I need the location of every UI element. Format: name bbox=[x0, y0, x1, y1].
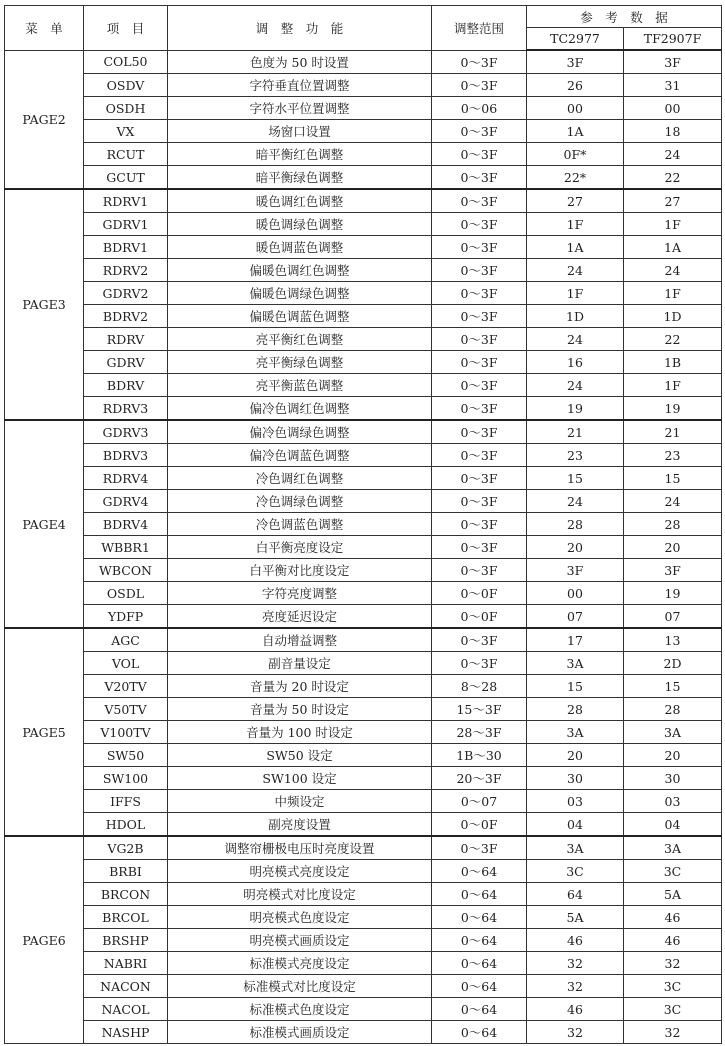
tc2977-value-cell: 1A bbox=[527, 236, 624, 259]
tf2907f-value-cell: 3C bbox=[624, 860, 722, 883]
range-cell: 0～64 bbox=[432, 860, 527, 883]
item-cell: NASHP bbox=[84, 1021, 168, 1044]
tc2977-value-cell: 07 bbox=[527, 605, 624, 629]
tf2907f-value-cell: 23 bbox=[624, 444, 722, 467]
item-cell: BDRV4 bbox=[84, 513, 168, 536]
function-cell: 标准模式色度设定 bbox=[168, 998, 432, 1021]
tf2907f-value-cell: 21 bbox=[624, 420, 722, 444]
item-cell: GDRV4 bbox=[84, 490, 168, 513]
tf2907f-value-cell: 19 bbox=[624, 582, 722, 605]
tc2977-value-cell: 03 bbox=[527, 790, 624, 813]
function-cell: 明亮模式亮度设定 bbox=[168, 860, 432, 883]
page-group-label: PAGE4 bbox=[5, 420, 84, 628]
range-cell: 0～3F bbox=[432, 282, 527, 305]
table-row bbox=[5, 698, 722, 721]
tc2977-value-cell: 30 bbox=[527, 767, 624, 790]
table-row bbox=[5, 120, 722, 143]
item-cell: GDRV3 bbox=[84, 420, 168, 444]
tf2907f-value-cell: 13 bbox=[624, 628, 722, 652]
tc2977-value-cell: 20 bbox=[527, 536, 624, 559]
tf2907f-value-cell: 27 bbox=[624, 189, 722, 213]
table-row bbox=[5, 166, 722, 190]
tf2907f-value-cell: 3A bbox=[624, 836, 722, 860]
header-tc2977: TC2977 bbox=[527, 28, 624, 51]
item-cell: BDRV2 bbox=[84, 305, 168, 328]
table-row bbox=[5, 467, 722, 490]
tc2977-value-cell: 22* bbox=[527, 166, 624, 190]
table-row bbox=[5, 259, 722, 282]
range-cell: 15～3F bbox=[432, 698, 527, 721]
function-cell: 明亮模式画质设定 bbox=[168, 929, 432, 952]
table-row bbox=[5, 721, 722, 744]
tc2977-value-cell: 46 bbox=[527, 929, 624, 952]
tf2907f-value-cell: 00 bbox=[624, 97, 722, 120]
tc2977-value-cell: 32 bbox=[527, 975, 624, 998]
table-row bbox=[5, 236, 722, 259]
tc2977-value-cell: 24 bbox=[527, 259, 624, 282]
item-cell: VOL bbox=[84, 652, 168, 675]
table-row bbox=[5, 813, 722, 837]
range-cell: 0～3F bbox=[432, 652, 527, 675]
item-cell: YDFP bbox=[84, 605, 168, 629]
range-cell: 0～3F bbox=[432, 143, 527, 166]
page-group-label: PAGE2 bbox=[5, 50, 84, 189]
tf2907f-value-cell: 19 bbox=[624, 397, 722, 421]
tc2977-value-cell: 32 bbox=[527, 1021, 624, 1044]
function-cell: 亮度延迟设定 bbox=[168, 605, 432, 629]
tf2907f-value-cell: 2D bbox=[624, 652, 722, 675]
table-row bbox=[5, 998, 722, 1021]
function-cell: 自动增益调整 bbox=[168, 628, 432, 652]
function-cell: 偏暖色调绿色调整 bbox=[168, 282, 432, 305]
table-row bbox=[5, 652, 722, 675]
tc2977-value-cell: 15 bbox=[527, 467, 624, 490]
range-cell: 1B～30 bbox=[432, 744, 527, 767]
tc2977-value-cell: 20 bbox=[527, 744, 624, 767]
item-cell: COL50 bbox=[84, 50, 168, 74]
tf2907f-value-cell: 22 bbox=[624, 328, 722, 351]
tc2977-value-cell: 32 bbox=[527, 952, 624, 975]
function-cell: 暗平衡红色调整 bbox=[168, 143, 432, 166]
table-row bbox=[5, 490, 722, 513]
range-cell: 0～3F bbox=[432, 236, 527, 259]
tf2907f-value-cell: 20 bbox=[624, 744, 722, 767]
tf2907f-value-cell: 22 bbox=[624, 166, 722, 190]
tc2977-value-cell: 16 bbox=[527, 351, 624, 374]
range-cell: 0～3F bbox=[432, 189, 527, 213]
item-cell: IFFS bbox=[84, 790, 168, 813]
function-cell: 白平衡对比度设定 bbox=[168, 559, 432, 582]
item-cell: RCUT bbox=[84, 143, 168, 166]
item-cell: VX bbox=[84, 120, 168, 143]
table-row bbox=[5, 50, 722, 74]
tf2907f-value-cell: 28 bbox=[624, 698, 722, 721]
function-cell: 暗平衡绿色调整 bbox=[168, 166, 432, 190]
function-cell: 白平衡亮度设定 bbox=[168, 536, 432, 559]
page-group-label: PAGE6 bbox=[5, 836, 84, 1044]
range-cell: 0～3F bbox=[432, 444, 527, 467]
function-cell: 副音量设定 bbox=[168, 652, 432, 675]
range-cell: 0～3F bbox=[432, 259, 527, 282]
tf2907f-value-cell: 24 bbox=[624, 490, 722, 513]
item-cell: BDRV3 bbox=[84, 444, 168, 467]
tf2907f-value-cell: 5A bbox=[624, 883, 722, 906]
item-cell: AGC bbox=[84, 628, 168, 652]
table-row bbox=[5, 213, 722, 236]
menu-adjustment-table bbox=[4, 5, 722, 1044]
table-header bbox=[5, 6, 722, 51]
tc2977-value-cell: 3A bbox=[527, 836, 624, 860]
tf2907f-value-cell: 1F bbox=[624, 213, 722, 236]
table-row bbox=[5, 836, 722, 860]
item-cell: BRCON bbox=[84, 883, 168, 906]
table-row bbox=[5, 906, 722, 929]
range-cell: 0～3F bbox=[432, 120, 527, 143]
tf2907f-value-cell: 1B bbox=[624, 351, 722, 374]
item-cell: SW50 bbox=[84, 744, 168, 767]
function-cell: 标准模式亮度设定 bbox=[168, 952, 432, 975]
tf2907f-value-cell: 28 bbox=[624, 513, 722, 536]
table-row bbox=[5, 744, 722, 767]
range-cell: 0～3F bbox=[432, 305, 527, 328]
function-cell: 副亮度设置 bbox=[168, 813, 432, 837]
range-cell: 0～64 bbox=[432, 906, 527, 929]
range-cell: 0～64 bbox=[432, 883, 527, 906]
tc2977-value-cell: 3F bbox=[527, 559, 624, 582]
function-cell: 偏暖色调蓝色调整 bbox=[168, 305, 432, 328]
table-row bbox=[5, 420, 722, 444]
function-cell: 偏冷色调蓝色调整 bbox=[168, 444, 432, 467]
tc2977-value-cell: 28 bbox=[527, 698, 624, 721]
range-cell: 0～3F bbox=[432, 490, 527, 513]
tf2907f-value-cell: 3C bbox=[624, 998, 722, 1021]
header-item: 项 目 bbox=[84, 6, 168, 51]
tf2907f-value-cell: 3F bbox=[624, 50, 722, 74]
table-row bbox=[5, 351, 722, 374]
function-cell: 暖色调红色调整 bbox=[168, 189, 432, 213]
tf2907f-value-cell: 3F bbox=[624, 559, 722, 582]
table-row bbox=[5, 883, 722, 906]
item-cell: BDRV1 bbox=[84, 236, 168, 259]
item-cell: RDRV1 bbox=[84, 189, 168, 213]
tf2907f-value-cell: 07 bbox=[624, 605, 722, 629]
tc2977-value-cell: 17 bbox=[527, 628, 624, 652]
tc2977-value-cell: 24 bbox=[527, 490, 624, 513]
header-function: 调 整 功 能 bbox=[168, 6, 432, 51]
table-row bbox=[5, 444, 722, 467]
tc2977-value-cell: 5A bbox=[527, 906, 624, 929]
table-row bbox=[5, 282, 722, 305]
function-cell: 冷色调绿色调整 bbox=[168, 490, 432, 513]
function-cell: 音量为 50 时设定 bbox=[168, 698, 432, 721]
page-group-label: PAGE3 bbox=[5, 189, 84, 420]
item-cell: RDRV2 bbox=[84, 259, 168, 282]
function-cell: 暖色调绿色调整 bbox=[168, 213, 432, 236]
item-cell: GDRV2 bbox=[84, 282, 168, 305]
header-tf2907f: TF2907F bbox=[624, 28, 722, 51]
table-row bbox=[5, 605, 722, 629]
item-cell: GCUT bbox=[84, 166, 168, 190]
tf2907f-value-cell: 18 bbox=[624, 120, 722, 143]
table-row bbox=[5, 767, 722, 790]
range-cell: 0～3F bbox=[432, 328, 527, 351]
tc2977-value-cell: 26 bbox=[527, 74, 624, 97]
table-row bbox=[5, 374, 722, 397]
range-cell: 0～3F bbox=[432, 420, 527, 444]
function-cell: 字符水平位置调整 bbox=[168, 97, 432, 120]
table-row bbox=[5, 952, 722, 975]
tf2907f-value-cell: 46 bbox=[624, 929, 722, 952]
page-group-label: PAGE5 bbox=[5, 628, 84, 836]
function-cell: 字符垂直位置调整 bbox=[168, 74, 432, 97]
tc2977-value-cell: 1F bbox=[527, 282, 624, 305]
range-cell: 0～3F bbox=[432, 513, 527, 536]
item-cell: OSDV bbox=[84, 74, 168, 97]
tc2977-value-cell: 1F bbox=[527, 213, 624, 236]
item-cell: NABRI bbox=[84, 952, 168, 975]
table-body bbox=[5, 50, 722, 1044]
item-cell: OSDL bbox=[84, 582, 168, 605]
function-cell: SW100 设定 bbox=[168, 767, 432, 790]
tc2977-value-cell: 27 bbox=[527, 189, 624, 213]
function-cell: 音量为 20 时设定 bbox=[168, 675, 432, 698]
item-cell: RDRV4 bbox=[84, 467, 168, 490]
item-cell: BDRV bbox=[84, 374, 168, 397]
tf2907f-value-cell: 31 bbox=[624, 74, 722, 97]
tf2907f-value-cell: 1F bbox=[624, 374, 722, 397]
table-row bbox=[5, 305, 722, 328]
tc2977-value-cell: 24 bbox=[527, 374, 624, 397]
item-cell: BRCOL bbox=[84, 906, 168, 929]
tf2907f-value-cell: 24 bbox=[624, 259, 722, 282]
tc2977-value-cell: 24 bbox=[527, 328, 624, 351]
item-cell: V50TV bbox=[84, 698, 168, 721]
table-row bbox=[5, 975, 722, 998]
range-cell: 0～3F bbox=[432, 467, 527, 490]
item-cell: WBCON bbox=[84, 559, 168, 582]
range-cell: 28～3F bbox=[432, 721, 527, 744]
header-reference-data: 参 考 数 据 bbox=[527, 6, 722, 28]
tc2977-value-cell: 00 bbox=[527, 582, 624, 605]
range-cell: 0～3F bbox=[432, 50, 527, 74]
function-cell: 冷色调蓝色调整 bbox=[168, 513, 432, 536]
item-cell: V100TV bbox=[84, 721, 168, 744]
range-cell: 0～0F bbox=[432, 582, 527, 605]
tf2907f-value-cell: 20 bbox=[624, 536, 722, 559]
table-row bbox=[5, 675, 722, 698]
tc2977-value-cell: 0F* bbox=[527, 143, 624, 166]
item-cell: NACOL bbox=[84, 998, 168, 1021]
table-row bbox=[5, 628, 722, 652]
table-row bbox=[5, 189, 722, 213]
function-cell: 暖色调蓝色调整 bbox=[168, 236, 432, 259]
function-cell: 亮平衡红色调整 bbox=[168, 328, 432, 351]
range-cell: 0～3F bbox=[432, 628, 527, 652]
table-row bbox=[5, 790, 722, 813]
function-cell: 明亮模式色度设定 bbox=[168, 906, 432, 929]
function-cell: 明亮模式对比度设定 bbox=[168, 883, 432, 906]
table-row bbox=[5, 397, 722, 421]
tc2977-value-cell: 46 bbox=[527, 998, 624, 1021]
tf2907f-value-cell: 03 bbox=[624, 790, 722, 813]
range-cell: 8～28 bbox=[432, 675, 527, 698]
range-cell: 0～07 bbox=[432, 790, 527, 813]
header-menu: 菜 单 bbox=[5, 6, 84, 51]
function-cell: 冷色调红色调整 bbox=[168, 467, 432, 490]
range-cell: 0～3F bbox=[432, 166, 527, 190]
function-cell: 亮平衡蓝色调整 bbox=[168, 374, 432, 397]
tc2977-value-cell: 3F bbox=[527, 50, 624, 74]
item-cell: NACON bbox=[84, 975, 168, 998]
function-cell: 字符亮度调整 bbox=[168, 582, 432, 605]
table-row bbox=[5, 74, 722, 97]
function-cell: 标准模式对比度设定 bbox=[168, 975, 432, 998]
item-cell: SW100 bbox=[84, 767, 168, 790]
item-cell: RDRV3 bbox=[84, 397, 168, 421]
range-cell: 0～64 bbox=[432, 1021, 527, 1044]
tf2907f-value-cell: 46 bbox=[624, 906, 722, 929]
range-cell: 0～3F bbox=[432, 836, 527, 860]
table-row bbox=[5, 929, 722, 952]
tc2977-value-cell: 28 bbox=[527, 513, 624, 536]
range-cell: 0～64 bbox=[432, 998, 527, 1021]
tc2977-value-cell: 19 bbox=[527, 397, 624, 421]
table-row bbox=[5, 860, 722, 883]
tc2977-value-cell: 3A bbox=[527, 721, 624, 744]
tc2977-value-cell: 3A bbox=[527, 652, 624, 675]
item-cell: HDOL bbox=[84, 813, 168, 837]
range-cell: 0～3F bbox=[432, 536, 527, 559]
tf2907f-value-cell: 15 bbox=[624, 675, 722, 698]
range-cell: 0～06 bbox=[432, 97, 527, 120]
item-cell: OSDH bbox=[84, 97, 168, 120]
item-cell: BRBI bbox=[84, 860, 168, 883]
tc2977-value-cell: 21 bbox=[527, 420, 624, 444]
tf2907f-value-cell: 3C bbox=[624, 975, 722, 998]
tf2907f-value-cell: 3A bbox=[624, 721, 722, 744]
range-cell: 0～3F bbox=[432, 213, 527, 236]
function-cell: SW50 设定 bbox=[168, 744, 432, 767]
item-cell: GDRV bbox=[84, 351, 168, 374]
range-cell: 0～3F bbox=[432, 559, 527, 582]
tc2977-value-cell: 1A bbox=[527, 120, 624, 143]
item-cell: BRSHP bbox=[84, 929, 168, 952]
tc2977-value-cell: 15 bbox=[527, 675, 624, 698]
tf2907f-value-cell: 1F bbox=[624, 282, 722, 305]
tc2977-value-cell: 04 bbox=[527, 813, 624, 837]
range-cell: 0～3F bbox=[432, 374, 527, 397]
tc2977-value-cell: 23 bbox=[527, 444, 624, 467]
table-row bbox=[5, 513, 722, 536]
function-cell: 亮平衡绿色调整 bbox=[168, 351, 432, 374]
range-cell: 0～64 bbox=[432, 929, 527, 952]
table-row bbox=[5, 97, 722, 120]
tf2907f-value-cell: 32 bbox=[624, 1021, 722, 1044]
tf2907f-value-cell: 1A bbox=[624, 236, 722, 259]
tc2977-value-cell: 00 bbox=[527, 97, 624, 120]
function-cell: 标准模式画质设定 bbox=[168, 1021, 432, 1044]
table-row bbox=[5, 536, 722, 559]
tf2907f-value-cell: 32 bbox=[624, 952, 722, 975]
function-cell: 调整帘栅极电压时亮度设置 bbox=[168, 836, 432, 860]
tc2977-value-cell: 1D bbox=[527, 305, 624, 328]
table-row bbox=[5, 1021, 722, 1044]
tc2977-value-cell: 3C bbox=[527, 860, 624, 883]
function-cell: 中频设定 bbox=[168, 790, 432, 813]
function-cell: 音量为 100 时设定 bbox=[168, 721, 432, 744]
tf2907f-value-cell: 24 bbox=[624, 143, 722, 166]
item-cell: V20TV bbox=[84, 675, 168, 698]
item-cell: RDRV bbox=[84, 328, 168, 351]
function-cell: 色度为 50 时设置 bbox=[168, 50, 432, 74]
item-cell: VG2B bbox=[84, 836, 168, 860]
range-cell: 0～3F bbox=[432, 351, 527, 374]
table-row bbox=[5, 328, 722, 351]
range-cell: 20～3F bbox=[432, 767, 527, 790]
item-cell: WBBR1 bbox=[84, 536, 168, 559]
function-cell: 偏冷色调红色调整 bbox=[168, 397, 432, 421]
function-cell: 场窗口设置 bbox=[168, 120, 432, 143]
range-cell: 0～3F bbox=[432, 74, 527, 97]
header-range: 调整范围 bbox=[432, 6, 527, 51]
range-cell: 0～64 bbox=[432, 975, 527, 998]
function-cell: 偏暖色调红色调整 bbox=[168, 259, 432, 282]
range-cell: 0～0F bbox=[432, 605, 527, 629]
function-cell: 偏冷色调绿色调整 bbox=[168, 420, 432, 444]
item-cell: GDRV1 bbox=[84, 213, 168, 236]
table-row bbox=[5, 582, 722, 605]
tf2907f-value-cell: 04 bbox=[624, 813, 722, 837]
tf2907f-value-cell: 1D bbox=[624, 305, 722, 328]
tc2977-value-cell: 64 bbox=[527, 883, 624, 906]
range-cell: 0～0F bbox=[432, 813, 527, 837]
tf2907f-value-cell: 15 bbox=[624, 467, 722, 490]
range-cell: 0～3F bbox=[432, 397, 527, 421]
tf2907f-value-cell: 30 bbox=[624, 767, 722, 790]
table-row bbox=[5, 143, 722, 166]
table-row bbox=[5, 559, 722, 582]
range-cell: 0～64 bbox=[432, 952, 527, 975]
